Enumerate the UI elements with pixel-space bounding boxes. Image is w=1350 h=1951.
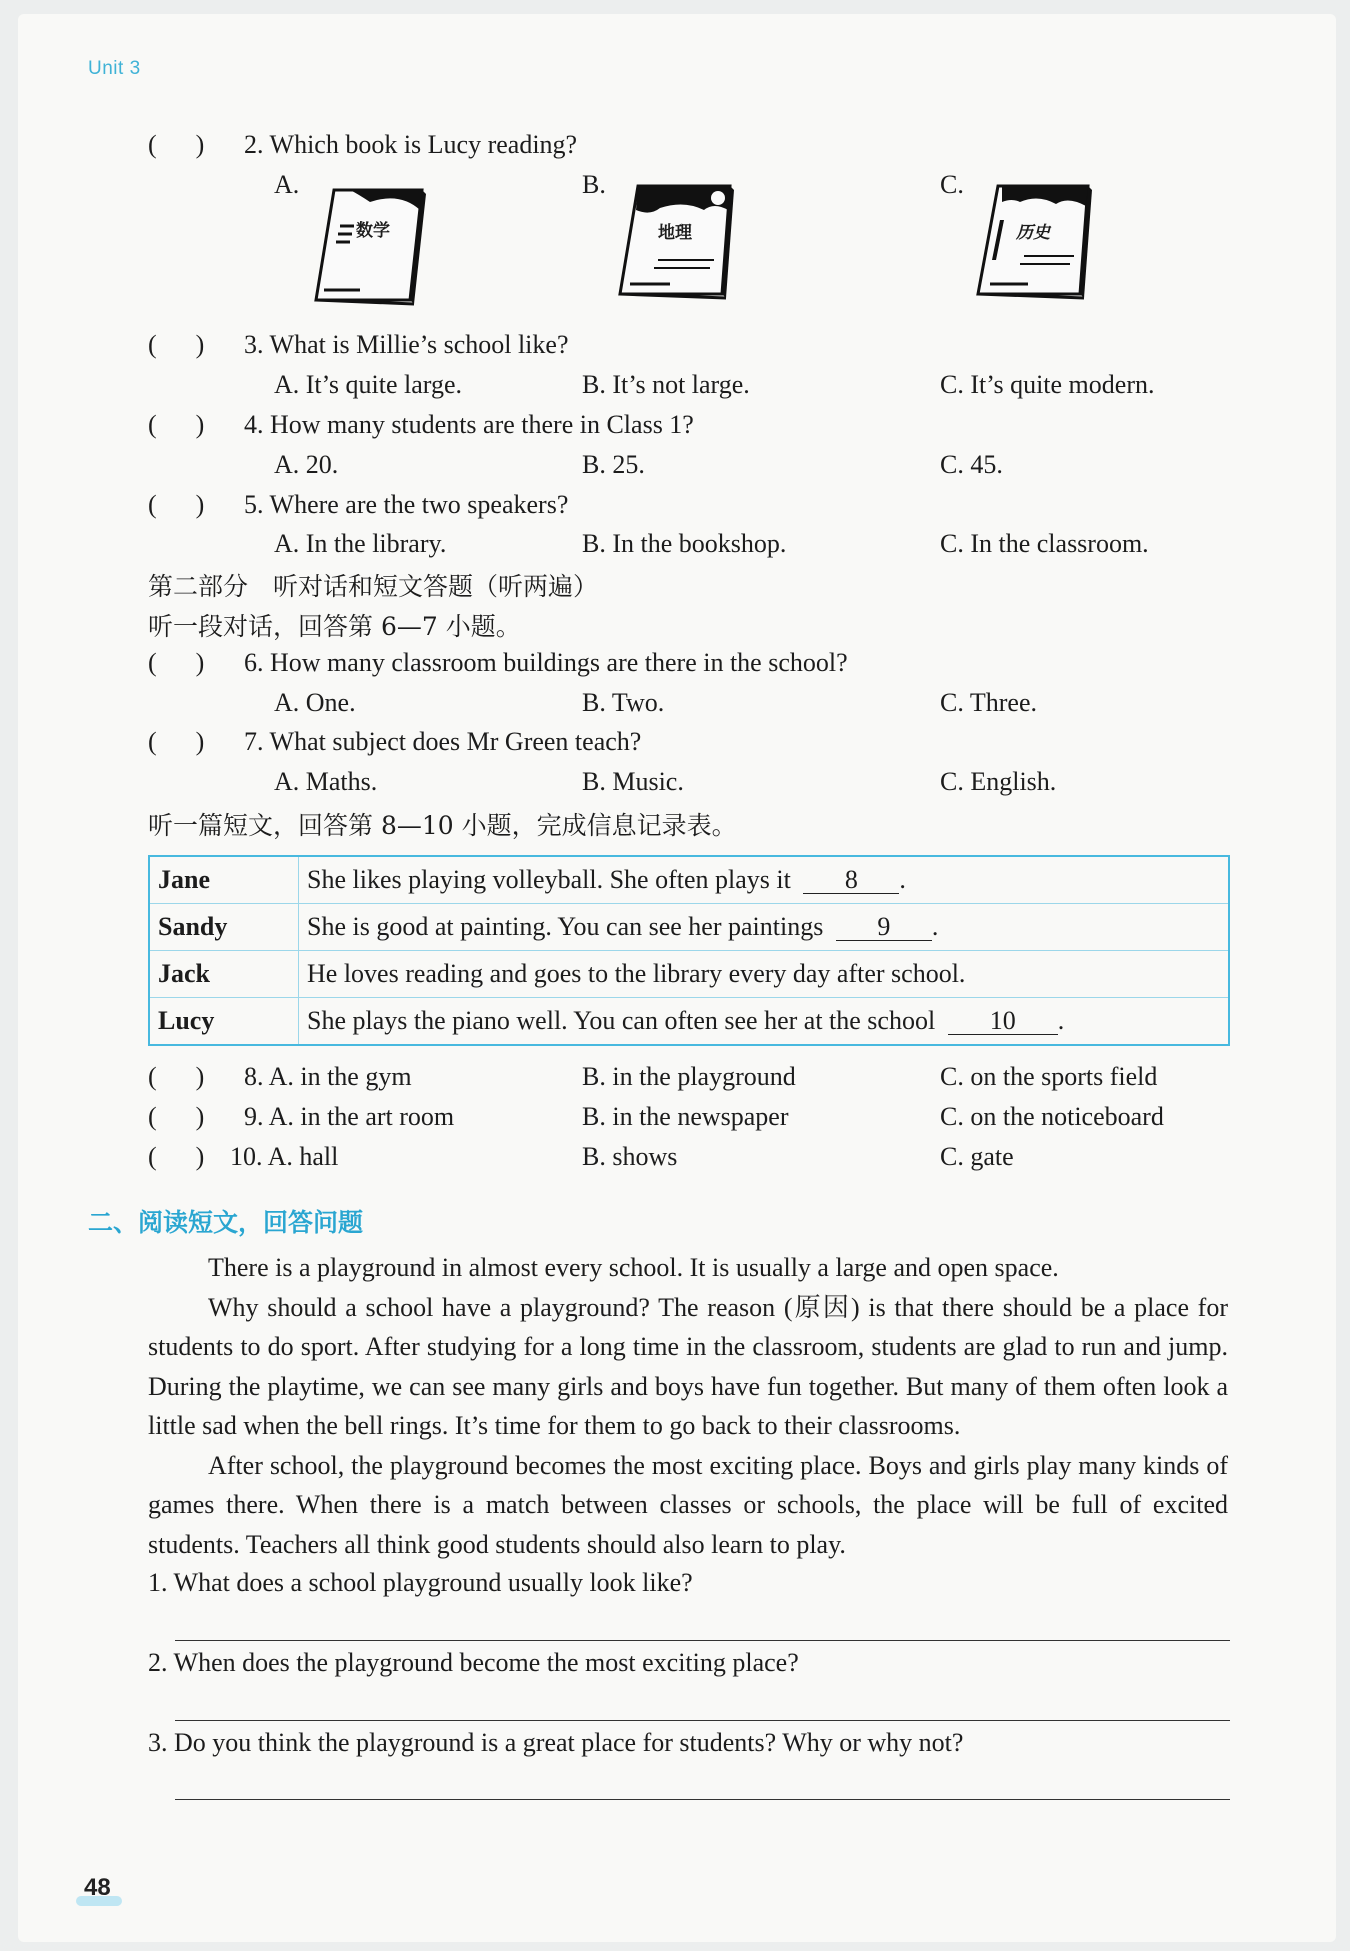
option-b: B. in the playground <box>582 1062 796 1091</box>
reading-question-2: 2. When does the playground become the most exciting place? <box>148 1648 799 1677</box>
table-text-cell: He loves reading and goes to the library every day after school. <box>299 951 1230 998</box>
question-2 <box>244 130 577 160</box>
option-a: A. One. <box>274 688 356 717</box>
option-b: B. It’s not large. <box>582 370 750 399</box>
reading-question-1: 1. What does a school playground usually look like? <box>148 1568 693 1597</box>
unit-label: Unit 3 <box>88 58 141 79</box>
option-c: C. on the sports field <box>940 1062 1158 1091</box>
option-a: A. In the library. <box>274 529 447 558</box>
option-c: C. In the classroom. <box>940 529 1149 558</box>
table-text-cell: She is good at painting. You can see her paintings 9 . <box>299 904 1230 951</box>
dialogue-instruction: 听一段对话，回答第 6—7 小题。 <box>148 612 521 641</box>
reading-question-3: 3. Do you think the playground is a great place for students? Why or why not? <box>148 1728 964 1757</box>
answer-bracket[interactable]: ( ) <box>148 727 205 756</box>
question-number: 2. <box>244 130 264 159</box>
answer-bracket[interactable]: ( ) <box>148 1102 205 1131</box>
passage-instruction: 听一篇短文，回答第 8—10 小题，完成信息记录表。 <box>148 811 737 840</box>
answer-bracket[interactable]: ( ) <box>148 490 205 519</box>
section-title: 二、阅读短文，回答问题 <box>88 1208 364 1237</box>
page-number: 48 <box>84 1874 111 1901</box>
option-c: C. It’s quite modern. <box>940 370 1155 399</box>
passage-paragraph: After school, the playground becomes the most exciting place. Boys and girls play many kinds of games there. When there is a match between classes or schools, the place will be full of excited students. Teachers all think good students should also learn to play. <box>148 1450 1228 1559</box>
math-book-image <box>310 182 428 308</box>
option-c: C. English. <box>940 767 1057 796</box>
table-name-cell: Jane <box>149 856 299 904</box>
option-c: C. <box>940 170 964 199</box>
answer-bracket[interactable]: ( ) <box>148 330 205 359</box>
answer-bracket[interactable]: ( ) <box>148 1142 205 1171</box>
option-b: B. Music. <box>582 767 684 796</box>
option-c: C. on the noticeboard <box>940 1102 1164 1131</box>
table-text-cell: She likes playing volleyball. She often plays it 8 . <box>299 856 1230 904</box>
reading-passage <box>148 1248 1228 1564</box>
option-b: B. Two. <box>582 688 665 717</box>
table-name-cell: Jack <box>149 951 299 998</box>
question-6: 6. How many classroom buildings are there in the school? <box>244 648 848 677</box>
answer-line[interactable] <box>175 1640 1230 1641</box>
question-5: 5. Where are the two speakers? <box>244 490 569 519</box>
info-record-table <box>148 855 1230 1046</box>
answer-line[interactable] <box>175 1799 1230 1800</box>
fill-blank[interactable]: 10 <box>948 1008 1058 1035</box>
book-label: 地理 <box>658 223 692 243</box>
answer-bracket[interactable]: ( ) <box>148 648 205 677</box>
option-a: A. 20. <box>274 450 339 479</box>
question-4: 4. How many students are there in Class 1? <box>244 410 694 439</box>
table-row <box>149 904 1229 951</box>
book-label: 历史 <box>1016 223 1050 243</box>
part2-heading: 第二部分 听对话和短文答题（听两遍） <box>148 572 599 601</box>
fill-blank[interactable]: 8 <box>803 867 899 894</box>
option-b: B. <box>582 170 606 199</box>
option-b: B. In the bookshop. <box>582 529 787 558</box>
option-b: B. in the newspaper <box>582 1102 789 1131</box>
geography-book-image <box>614 180 738 304</box>
question-8: 8. A. in the gym <box>244 1062 412 1091</box>
table-row <box>149 951 1229 998</box>
question-7: 7. What subject does Mr Green teach? <box>244 727 642 756</box>
question-9: 9. A. in the art room <box>244 1102 455 1131</box>
table-row <box>149 856 1229 904</box>
fill-blank[interactable]: 9 <box>836 914 932 941</box>
option-a: A. Maths. <box>274 767 378 796</box>
option-c: C. 45. <box>940 450 1003 479</box>
table-name-cell: Lucy <box>149 998 299 1046</box>
option-c: C. Three. <box>940 688 1037 717</box>
book-label: 数学 <box>356 221 390 241</box>
option-b: B. 25. <box>582 450 645 479</box>
table-row <box>149 998 1229 1046</box>
question-3: 3. What is Millie’s school like? <box>244 330 569 359</box>
answer-bracket[interactable]: ( ) <box>148 1062 205 1091</box>
passage-paragraph: Why should a school have a playground? The reason (原因) is that there should be a place for students to do sport. After studying for a long time in the classroom, students are glad to run and jump. During the playtime, we can see many girls and boys have fun together. But many of them often look a little sad when the bell rings. It’s time for them to go back to their classrooms. <box>148 1292 1228 1440</box>
option-a: A. <box>274 170 300 199</box>
answer-bracket[interactable]: ( ) <box>148 410 205 439</box>
history-book-image <box>972 180 1096 304</box>
option-a: A. It’s quite large. <box>274 370 462 399</box>
passage-paragraph: There is a playground in almost every school. It is usually a large and open space. <box>208 1253 1059 1282</box>
table-name-cell: Sandy <box>149 904 299 951</box>
question-10: 10. A. hall <box>230 1142 339 1171</box>
question-text: Which book is Lucy reading? <box>269 130 578 159</box>
table-text-cell: She plays the piano well. You can often see her at the school 10 . <box>299 998 1230 1046</box>
answer-line[interactable] <box>175 1720 1230 1721</box>
answer-bracket[interactable]: ( ) <box>148 130 205 159</box>
option-c: C. gate <box>940 1142 1014 1171</box>
option-b: B. shows <box>582 1142 678 1171</box>
